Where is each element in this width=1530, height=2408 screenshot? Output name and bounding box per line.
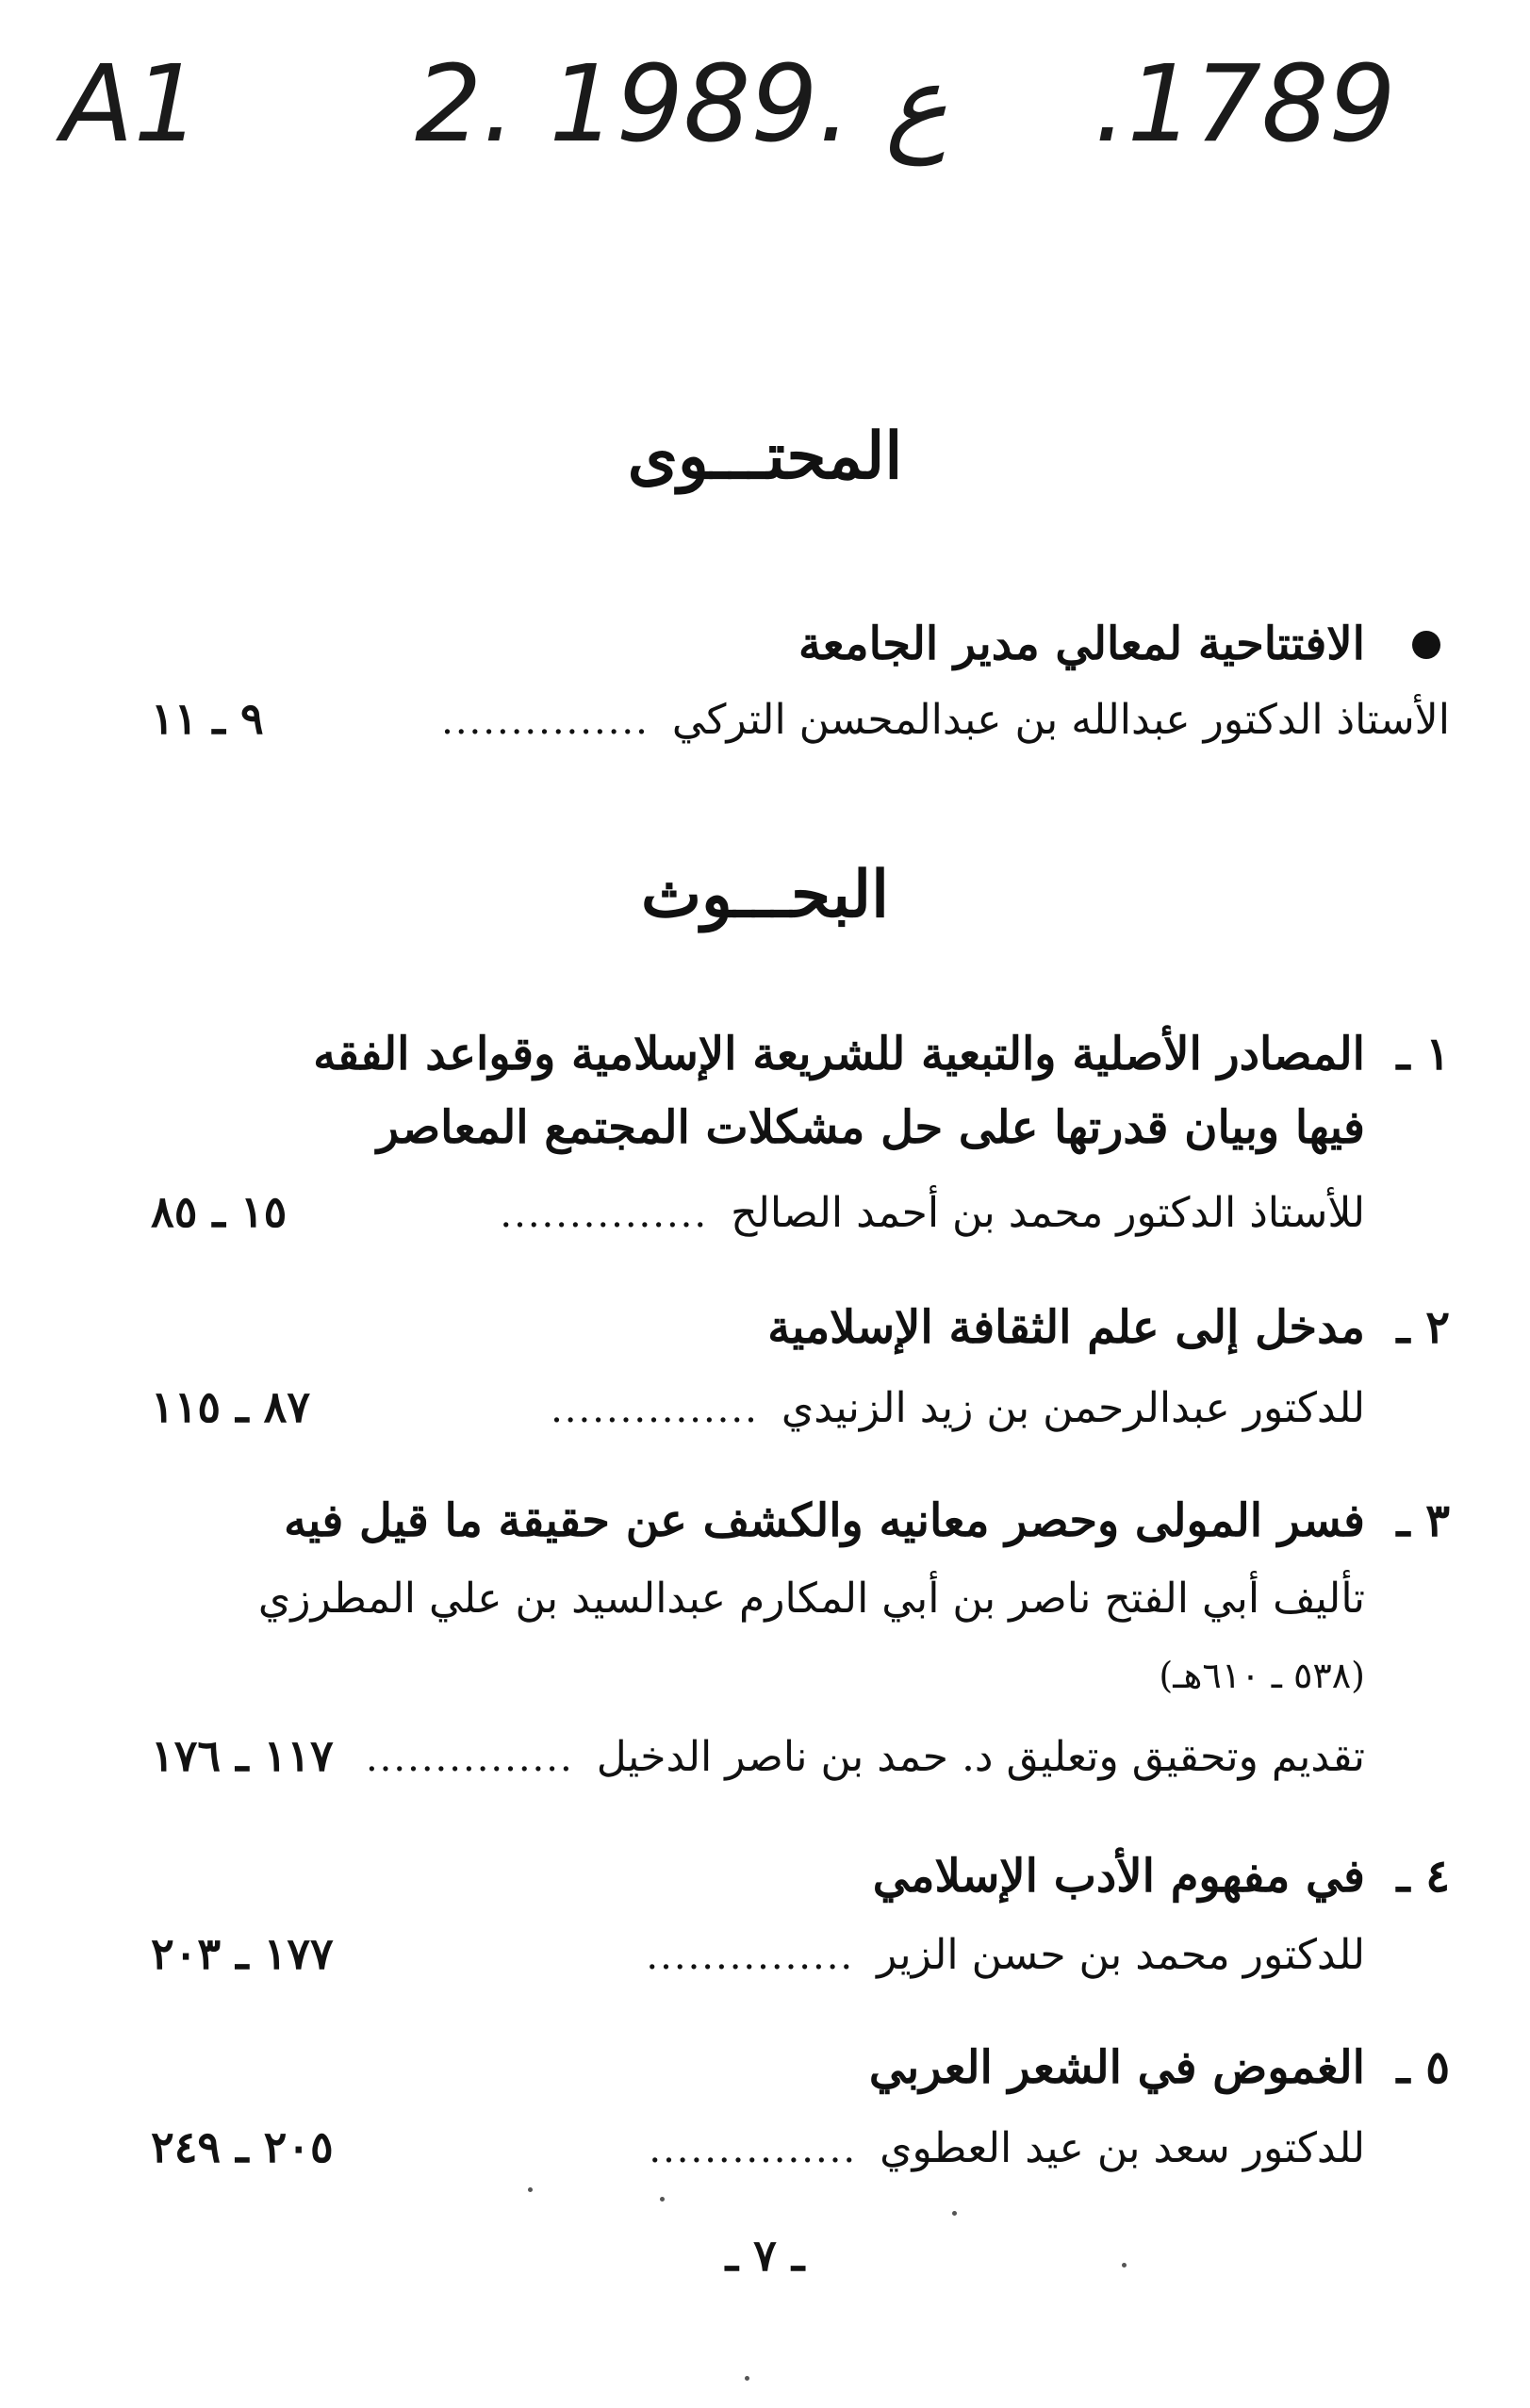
section-title: البحـــوث	[641, 857, 889, 932]
opening-author: الأستاذ الدكتور عبدالله بن عبدالمحسن التركي	[671, 696, 1450, 744]
entry-title: الغموض في الشعر العربي	[868, 2041, 1365, 2094]
entry-3-author-row	[151, 1730, 1450, 1781]
entry-pages: ٢٠٥ ـ ٢٤٩	[151, 2121, 334, 2172]
opening-pages: ٩ ـ ١١	[151, 693, 264, 744]
dot-leader: ...............	[649, 2128, 858, 2171]
handwritten-annotation	[0, 43, 1530, 212]
entry-3-title-row	[151, 1494, 1450, 1547]
entry-4-title-row	[151, 1850, 1450, 1903]
entry-note: تأليف أبي الفتح ناصر بن أبي المكارم عبدالسيد بن علي المطرزي	[257, 1575, 1365, 1623]
entry-dates: (٥٣٨ ـ ٦١٠هـ)	[1159, 1655, 1365, 1696]
scan-speck	[1122, 2263, 1127, 2268]
entry-number: ٤ ـ	[1396, 1850, 1450, 1903]
entry-number: ٣ ـ	[1396, 1494, 1450, 1547]
entry-2-title-row	[151, 1301, 1450, 1354]
entry-title: المصادر الأصلية والتبعية للشريعة الإسلامية وقواعد الفقه	[313, 1028, 1365, 1080]
entry-number: ٥ ـ	[1396, 2041, 1450, 2094]
entry-title: مدخل إلى علم الثقافة الإسلامية	[767, 1301, 1365, 1354]
opening-heading	[151, 618, 1450, 670]
entry-title: فيها وبيان قدرتها على حل مشكلات المجتمع المعاصر	[376, 1101, 1365, 1154]
dot-leader: ...............	[441, 700, 650, 743]
dot-leader: ...............	[551, 1388, 759, 1431]
dot-leader: ...............	[500, 1193, 709, 1236]
entry-pages: ١٥ ـ ٨٥	[151, 1186, 288, 1237]
scan-speck	[952, 2211, 957, 2216]
entry-2-author-row	[151, 1381, 1450, 1432]
opening-title: الافتتاحية لمعالي مدير الجامعة	[798, 618, 1365, 670]
entry-5-title-row	[151, 2041, 1450, 2094]
dot-leader: ...............	[646, 1935, 855, 1978]
entry-4-author-row	[151, 1928, 1450, 1979]
entry-1-title-row-2	[151, 1101, 1450, 1154]
entry-author: للأستاذ الدكتور محمد بن أحمد الصالح	[731, 1189, 1365, 1237]
handwritten-date: 2. ع .1989	[415, 43, 948, 166]
entry-3-extra-row-2	[151, 1655, 1450, 1696]
bullet-icon	[1365, 631, 1450, 659]
scan-speck	[660, 2197, 665, 2202]
dot-leader: ...............	[365, 1737, 574, 1780]
entry-title: في مفهوم الأدب الإسلامي	[872, 1850, 1365, 1903]
scan-speck	[745, 2376, 749, 2381]
entry-pages: ١١٧ ـ ١٧٦	[151, 1730, 334, 1781]
entry-5-author-row	[151, 2121, 1450, 2172]
entry-author: للدكتور سعد بن عيد العطوي	[880, 2124, 1365, 2172]
handwritten-code: A1	[61, 43, 201, 166]
entry-author: تقديم وتحقيق وتعليق د. حمد بن ناصر الدخيل	[596, 1733, 1365, 1781]
entry-number: ١ ـ	[1396, 1028, 1450, 1080]
entry-title: فسر المولى وحصر معانيه والكشف عن حقيقة ما قيل فيه	[284, 1494, 1365, 1547]
entry-pages: ٨٧ ـ ١١٥	[151, 1381, 311, 1432]
page-number: ـ ٧ ـ	[725, 2230, 805, 2281]
entry-3-extra-row	[151, 1575, 1450, 1623]
page-title: المحتـــوى	[627, 419, 903, 494]
scan-speck	[528, 2187, 533, 2192]
entry-author: للدكتور عبدالرحمن بن زيد الزنيدي	[781, 1384, 1365, 1432]
opening-author-row	[151, 693, 1450, 744]
entry-1-title-row	[151, 1028, 1450, 1080]
entry-number: ٢ ـ	[1396, 1301, 1450, 1354]
entry-1-author-row	[151, 1186, 1450, 1237]
handwritten-number: .1789	[1094, 43, 1396, 166]
entry-pages: ١٧٧ ـ ٢٠٣	[151, 1928, 334, 1979]
entry-author: للدكتور محمد بن حسن الزير	[877, 1931, 1365, 1979]
